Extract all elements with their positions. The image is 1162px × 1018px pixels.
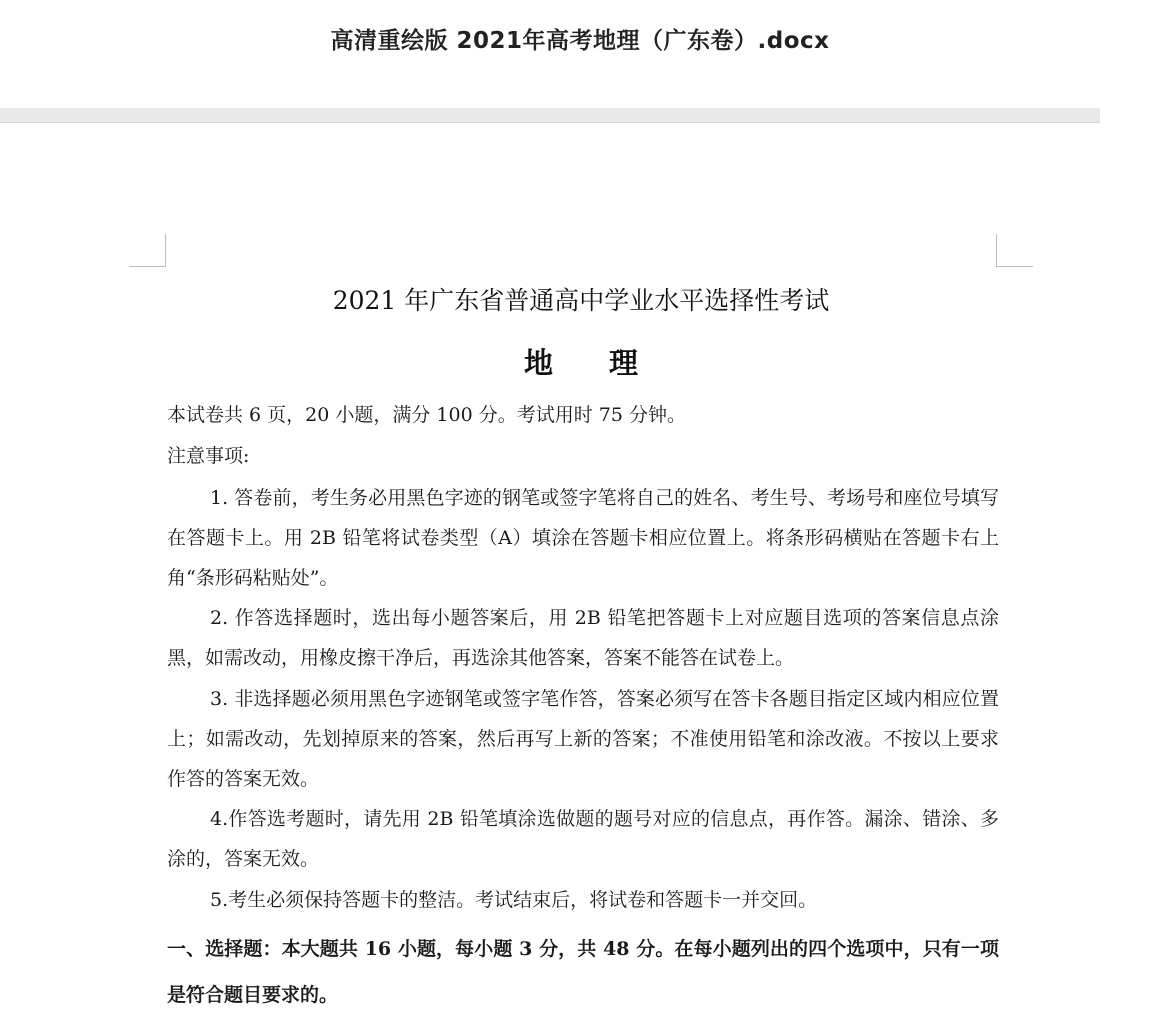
document-page[interactable] (0, 123, 1100, 1006)
exam-intro: 本试卷共 6 页，20 小题，满分 100 分。考试用时 75 分钟。 (167, 404, 686, 426)
notice-item: 4.作答选考题时，请先用 2B 铅笔填涂选做题的题号对应的信息点，再作答。漏涂、错涂、多涂的，答案无效。 (167, 808, 999, 870)
margin-corner-right (996, 234, 1033, 267)
subject-heading: 地理 (523, 346, 694, 380)
margin-corner-left (129, 234, 166, 267)
notice-heading: 注意事项: (167, 445, 250, 467)
title-bar (0, 0, 1100, 108)
exam-title: 2021 年广东省普通高中学业水平选择性考试 (332, 286, 830, 315)
notice-item: 3. 非选择题必须用黑色字迹钢笔或签字笔作答，答案必须写在答卡各题目指定区域内相应位置上；如需改动，先划掉原来的答案，然后再写上新的答案；不准使用铅笔和涂改液。不按以上要求作答的答案无效。 (167, 688, 999, 790)
section-heading: 一、选择题：本大题共 16 小题，每小题 3 分，共 48 分。在每小题列出的四个选项中，只有一项是符合题目要求的。 (167, 938, 999, 1006)
document-title: 高清重绘版 2021年高考地理（广东卷）.docx (330, 28, 830, 54)
notice-item: 1. 答卷前，考生务必用黑色字迹的钢笔或签字笔将自己的姓名、考生号、考场号和座位号填写在答题卡上。用 2B 铅笔将试卷类型（A）填涂在答题卡相应位置上。将条形码横贴在答题卡右上角“条形码粘贴处”。 (167, 487, 999, 589)
notice-item: 5.考生必须保持答题卡的整洁。考试结束后，将试卷和答题卡一并交回。 (210, 889, 818, 911)
page-gap (0, 108, 1100, 123)
notice-item: 2. 作答选择题时，选出每小题答案后，用 2B 铅笔把答题卡上对应题目选项的答案信息点涂黑，如需改动，用橡皮擦干净后，再选涂其他答案，答案不能答在试卷上。 (167, 607, 999, 669)
